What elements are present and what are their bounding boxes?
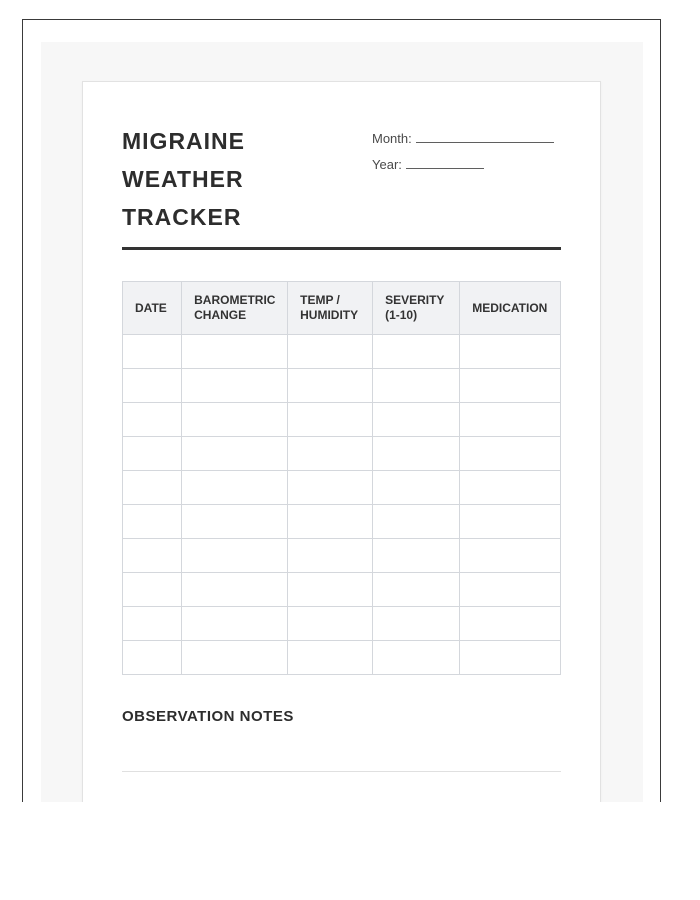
- table-row: [123, 607, 561, 641]
- table-row: [123, 539, 561, 573]
- table-cell: [373, 369, 460, 403]
- table-row: [123, 335, 561, 369]
- table-cell: [373, 471, 460, 505]
- column-header-barometric: BAROMETRIC CHANGE: [182, 282, 288, 335]
- header-divider: [122, 247, 561, 250]
- table-cell: [288, 539, 373, 573]
- table-row: [123, 369, 561, 403]
- table-cell: [460, 369, 561, 403]
- table-cell: [182, 607, 288, 641]
- table-row: [123, 573, 561, 607]
- table-cell: [182, 403, 288, 437]
- table-cell: [182, 539, 288, 573]
- table-cell: [288, 505, 373, 539]
- month-field: [372, 129, 554, 146]
- table-cell: [373, 641, 460, 675]
- table-cell: [373, 335, 460, 369]
- table-cell: [373, 539, 460, 573]
- table-cell: [182, 369, 288, 403]
- table-cell: [288, 369, 373, 403]
- document-header: [122, 122, 561, 236]
- title-line-1: MIGRAINE: [122, 128, 245, 154]
- table-cell: [123, 335, 182, 369]
- table-cell: [123, 437, 182, 471]
- table-cell: [182, 641, 288, 675]
- table-cell: [123, 369, 182, 403]
- table-cell: [373, 505, 460, 539]
- year-field: [372, 155, 554, 172]
- title-line-2: WEATHER: [122, 166, 244, 192]
- table-row: [123, 437, 561, 471]
- table-cell: [373, 437, 460, 471]
- table-cell: [123, 505, 182, 539]
- table-cell: [460, 403, 561, 437]
- table-cell: [123, 471, 182, 505]
- table-cell: [288, 403, 373, 437]
- table-cell: [460, 471, 561, 505]
- table-cell: [123, 641, 182, 675]
- table-cell: [288, 471, 373, 505]
- table-cell: [460, 573, 561, 607]
- column-header-medication: MEDICATION: [460, 282, 561, 335]
- observation-notes-heading: OBSERVATION NOTES: [122, 708, 294, 725]
- table-cell: [460, 641, 561, 675]
- table-cell: [182, 471, 288, 505]
- table-cell: [182, 335, 288, 369]
- table-cell: [123, 607, 182, 641]
- document-content: [83, 82, 600, 772]
- table-cell: [288, 335, 373, 369]
- table-row: [123, 403, 561, 437]
- document-card: [82, 81, 601, 802]
- table-cell: [288, 573, 373, 607]
- column-header-temp: TEMP / HUMIDITY: [288, 282, 373, 335]
- table-cell: [460, 335, 561, 369]
- table-row: [123, 641, 561, 675]
- tracker-table: [122, 281, 561, 675]
- year-write-line: [406, 155, 484, 169]
- table-cell: [373, 573, 460, 607]
- table-cell: [460, 607, 561, 641]
- table-cell: [123, 403, 182, 437]
- table-header-row: [123, 282, 561, 335]
- page-background: [41, 42, 643, 802]
- table-cell: [460, 505, 561, 539]
- title-line-3: TRACKER: [122, 204, 242, 230]
- table-cell: [288, 641, 373, 675]
- table-cell: [373, 403, 460, 437]
- column-header-date: DATE: [123, 282, 182, 335]
- month-label: Month:: [372, 131, 412, 146]
- table-cell: [182, 437, 288, 471]
- page-frame: [22, 19, 661, 802]
- table-cell: [373, 607, 460, 641]
- header-fields: [372, 129, 554, 181]
- year-label: Year:: [372, 157, 402, 172]
- table-cell: [460, 539, 561, 573]
- month-write-line: [416, 129, 554, 143]
- table-cell: [182, 573, 288, 607]
- column-header-severity: SEVERITY (1-10): [373, 282, 460, 335]
- table-row: [123, 505, 561, 539]
- table-row: [123, 471, 561, 505]
- table-cell: [182, 505, 288, 539]
- notes-divider: [122, 771, 561, 772]
- table-cell: [288, 437, 373, 471]
- table-cell: [123, 573, 182, 607]
- table-cell: [460, 437, 561, 471]
- table-cell: [288, 607, 373, 641]
- table-cell: [123, 539, 182, 573]
